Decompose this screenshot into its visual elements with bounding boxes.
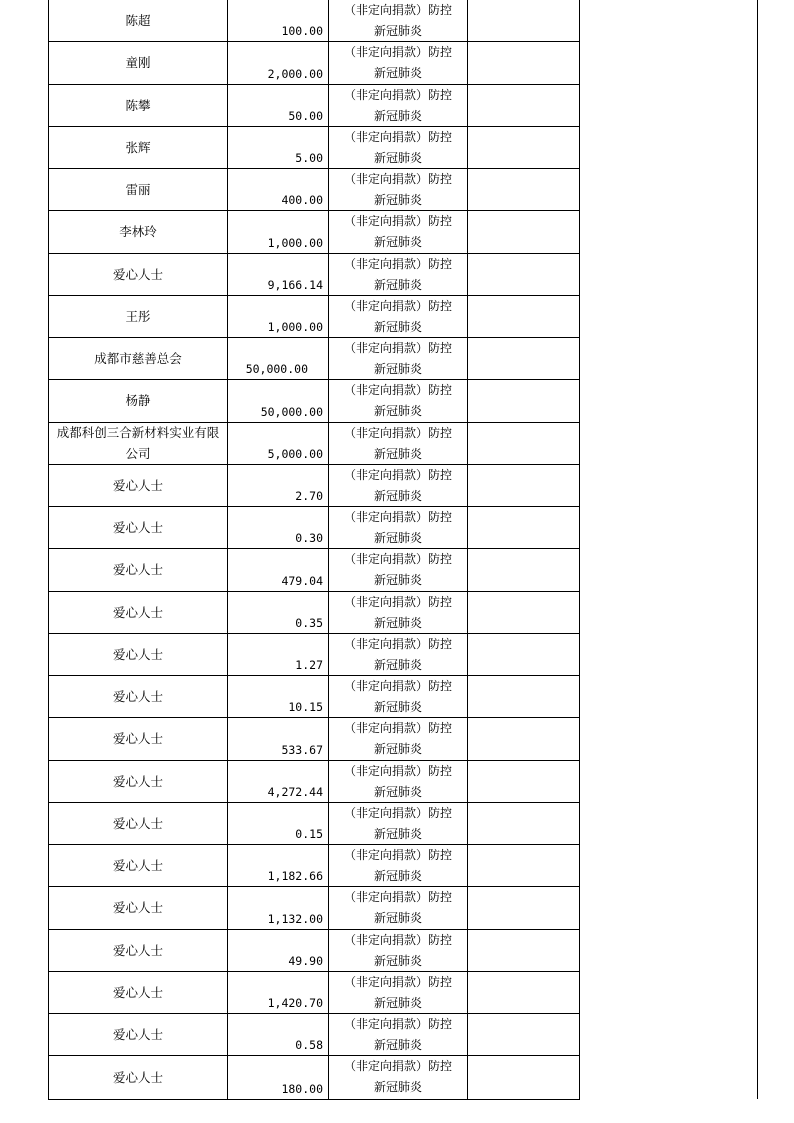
purpose-cell [329,169,468,210]
table-row [49,803,579,845]
purpose-line-2: 新冠肺炎 [373,742,422,757]
table-row [49,465,579,507]
purpose-line-1: （非定向捐款）防控 [343,383,452,398]
donor-name-cell: 爱心人士 [49,845,228,886]
purpose-line-1: （非定向捐款）防控 [343,3,452,17]
donor-name-cell: 爱心人士 [49,1056,228,1098]
purpose-cell [329,380,468,421]
purpose-line-1: （非定向捐款）防控 [343,552,452,567]
purpose-line-2: 新冠肺炎 [373,700,422,714]
table-row [49,634,579,676]
note-cell [468,423,578,464]
note-cell [468,0,578,41]
amount-cell [228,0,329,41]
amount-cell [228,169,329,210]
amount-value: 49.90 [288,953,323,968]
purpose-line-2: 新冠肺炎 [373,404,422,419]
note-cell [468,380,578,421]
amount-cell [228,592,329,633]
amount-value: 1,420.70 [267,996,323,1010]
purpose-line-2: 新冠肺炎 [373,319,422,334]
donor-name-cell: 陈超 [49,0,228,41]
donor-name-cell: 爱心人士 [49,465,228,506]
donor-name-cell: 爱心人士 [49,887,228,928]
donor-name-cell: 爱心人士 [49,718,228,759]
amount-cell [228,380,329,421]
donor-name-cell: 爱心人士 [49,761,228,802]
purpose-line-2: 新冠肺炎 [373,826,422,841]
note-cell [468,972,578,1013]
donor-name-cell: 童刚 [49,42,228,83]
amount-value: 479.04 [281,573,323,588]
table-row [49,127,579,169]
purpose-line-2: 新冠肺炎 [373,362,422,376]
donor-name-cell: 王彤 [49,296,228,337]
note-cell [468,761,578,802]
amount-cell [228,803,329,844]
note-cell [468,634,578,675]
purpose-line-2: 新冠肺炎 [373,488,422,503]
amount-value: 50.00 [288,108,323,123]
purpose-line-2: 新冠肺炎 [373,911,422,926]
amount-value: 2,000.00 [267,66,323,81]
amount-cell [228,507,329,548]
amount-value: 1,132.00 [267,911,323,926]
purpose-line-2: 新冠肺炎 [373,277,422,292]
note-cell [468,211,578,252]
table-row [49,254,579,296]
purpose-line-1: （非定向捐款）防控 [343,974,452,989]
purpose-line-1: （非定向捐款）防控 [343,1059,452,1074]
note-cell [468,127,578,168]
note-cell [468,169,578,210]
table-row [49,85,579,127]
amount-value: 4,272.44 [267,784,323,799]
purpose-line-1: （非定向捐款）防控 [343,636,452,651]
donor-name-cell: 爱心人士 [49,972,228,1013]
amount-cell [228,972,329,1013]
note-cell [468,465,578,506]
note-cell [468,296,578,337]
purpose-line-1: （非定向捐款）防控 [343,932,452,947]
amount-value: 180.00 [281,1081,323,1096]
amount-cell [228,127,329,168]
table-row [49,423,579,465]
purpose-line-2: 新冠肺炎 [373,995,422,1010]
donor-name-cell: 张辉 [49,127,228,168]
amount-value: 1,000.00 [267,320,323,334]
purpose-line-2: 新冠肺炎 [373,615,422,630]
amount-value: 50,000.00 [260,404,323,419]
purpose-line-1: （非定向捐款）防控 [343,890,452,905]
amount-cell [228,423,329,464]
purpose-cell [329,211,468,252]
amount-value: 1,182.66 [267,869,323,884]
amount-cell [228,845,329,886]
amount-value: 100.00 [281,24,323,39]
purpose-line-2: 新冠肺炎 [373,24,422,38]
donor-name-cell: 爱心人士 [49,1014,228,1055]
amount-cell [228,85,329,126]
amount-value: 0.35 [295,615,323,630]
purpose-line-1: （非定向捐款）防控 [343,721,452,736]
donor-name-cell: 爱心人士 [49,549,228,590]
amount-cell [228,338,329,379]
purpose-cell [329,634,468,675]
amount-value: 0.58 [295,1038,323,1053]
purpose-cell [329,845,468,886]
purpose-line-1: （非定向捐款）防控 [343,256,452,271]
purpose-cell [329,549,468,590]
table-row [49,761,579,803]
donor-name-cell: 杨静 [49,380,228,421]
purpose-cell [329,930,468,971]
amount-value: 5,000.00 [267,446,323,461]
purpose-line-1: （非定向捐款）防控 [343,594,452,609]
table-row [49,211,579,253]
amount-cell [228,761,329,802]
note-cell [468,507,578,548]
donation-table [48,0,580,1100]
amount-cell [228,211,329,252]
note-cell [468,718,578,759]
purpose-line-2: 新冠肺炎 [373,784,422,799]
table-row [49,338,579,380]
amount-value: 5.00 [295,151,323,165]
donor-name-cell: 李林玲 [49,211,228,252]
amount-cell [228,254,329,295]
amount-value: 1.27 [295,658,323,672]
purpose-cell [329,296,468,337]
table-row [49,592,579,634]
purpose-line-2: 新冠肺炎 [373,573,422,588]
purpose-line-1: （非定向捐款）防控 [343,298,452,313]
purpose-line-2: 新冠肺炎 [373,66,422,81]
note-cell [468,592,578,633]
amount-cell [228,1014,329,1055]
purpose-line-1: （非定向捐款）防控 [343,341,452,355]
purpose-line-2: 新冠肺炎 [373,150,422,165]
purpose-cell [329,1056,468,1098]
purpose-line-1: （非定向捐款）防控 [343,805,452,820]
purpose-cell [329,887,468,928]
purpose-line-1: （非定向捐款）防控 [343,172,452,186]
note-cell [468,930,578,971]
amount-value: 50,000.00 [245,362,308,377]
donor-name-cell: 雷丽 [49,169,228,210]
table-row [49,549,579,591]
note-cell [468,803,578,844]
donor-name-cell: 爱心人士 [49,507,228,548]
purpose-line-2: 新冠肺炎 [373,869,422,883]
note-cell [468,887,578,928]
amount-value: 0.30 [295,531,323,546]
purpose-line-2: 新冠肺炎 [373,108,422,123]
donor-name-cell: 爱心人士 [49,254,228,295]
purpose-line-1: （非定向捐款）防控 [343,129,452,144]
note-cell [468,845,578,886]
amount-cell [228,1056,329,1098]
purpose-cell [329,507,468,548]
purpose-line-1: （非定向捐款）防控 [343,467,452,482]
amount-value: 533.67 [281,742,323,757]
purpose-line-2: 新冠肺炎 [373,446,422,461]
purpose-cell [329,423,468,464]
table-row [49,1056,579,1098]
table-row [49,296,579,338]
note-cell [468,338,578,379]
table-row [49,380,579,422]
table-row [49,845,579,887]
purpose-cell [329,0,468,41]
purpose-line-2: 新冠肺炎 [373,1038,422,1052]
purpose-cell [329,972,468,1013]
purpose-cell [329,592,468,633]
amount-value: 10.15 [288,700,323,715]
note-cell [468,42,578,83]
amount-value: 400.00 [281,193,323,208]
purpose-cell [329,676,468,717]
purpose-cell [329,254,468,295]
amount-value: 2.70 [295,489,323,503]
amount-cell [228,465,329,506]
purpose-cell [329,803,468,844]
purpose-cell [329,338,468,379]
donor-name-cell: 爱心人士 [49,676,228,717]
purpose-cell [329,42,468,83]
table-row [49,930,579,972]
table-row [49,1014,579,1056]
purpose-line-2: 新冠肺炎 [373,235,422,250]
note-cell [468,549,578,590]
note-cell [468,254,578,295]
amount-value: 9,166.14 [267,277,323,292]
table-row [49,42,579,84]
note-cell [468,1056,578,1098]
amount-cell [228,42,329,83]
donor-name-cell: 爱心人士 [49,930,228,971]
donor-name-cell: 爱心人士 [49,592,228,633]
amount-cell [228,930,329,971]
table-row [49,169,579,211]
donor-name-cell: 爱心人士 [49,803,228,844]
purpose-cell [329,718,468,759]
table-row [49,718,579,760]
purpose-line-1: （非定向捐款）防控 [343,679,452,693]
purpose-cell [329,1014,468,1055]
amount-value: 1,000.00 [267,235,323,250]
purpose-line-2: 新冠肺炎 [373,531,422,545]
page-edge-line [757,0,758,1099]
purpose-line-1: （非定向捐款）防控 [343,425,452,440]
amount-cell [228,887,329,928]
note-cell [468,1014,578,1055]
purpose-line-1: （非定向捐款）防控 [343,510,452,524]
amount-cell [228,549,329,590]
purpose-line-2: 新冠肺炎 [373,953,422,968]
purpose-line-1: （非定向捐款）防控 [343,87,452,102]
purpose-line-1: （非定向捐款）防控 [343,848,452,862]
amount-cell [228,634,329,675]
purpose-line-1: （非定向捐款）防控 [343,214,452,229]
purpose-cell [329,761,468,802]
purpose-cell [329,127,468,168]
purpose-cell [329,85,468,126]
purpose-line-2: 新冠肺炎 [373,1080,422,1095]
amount-value: 0.15 [295,827,323,841]
purpose-cell [329,465,468,506]
purpose-line-1: （非定向捐款）防控 [343,763,452,778]
table-row [49,0,579,42]
purpose-line-2: 新冠肺炎 [373,657,422,672]
table-row [49,972,579,1014]
amount-cell [228,676,329,717]
donor-name-cell: 成都市慈善总会 [49,338,228,379]
table-row [49,507,579,549]
donor-name-cell: 陈攀 [49,85,228,126]
amount-cell [228,296,329,337]
table-row [49,887,579,929]
purpose-line-1: （非定向捐款）防控 [343,1017,452,1031]
purpose-line-1: （非定向捐款）防控 [343,45,452,60]
donor-name-cell: 爱心人士 [49,634,228,675]
table-row [49,676,579,718]
amount-cell [228,718,329,759]
purpose-line-2: 新冠肺炎 [373,193,422,207]
note-cell [468,676,578,717]
note-cell [468,85,578,126]
donor-name-cell: 成都科创三合新材料实业有限公司 [49,423,228,464]
